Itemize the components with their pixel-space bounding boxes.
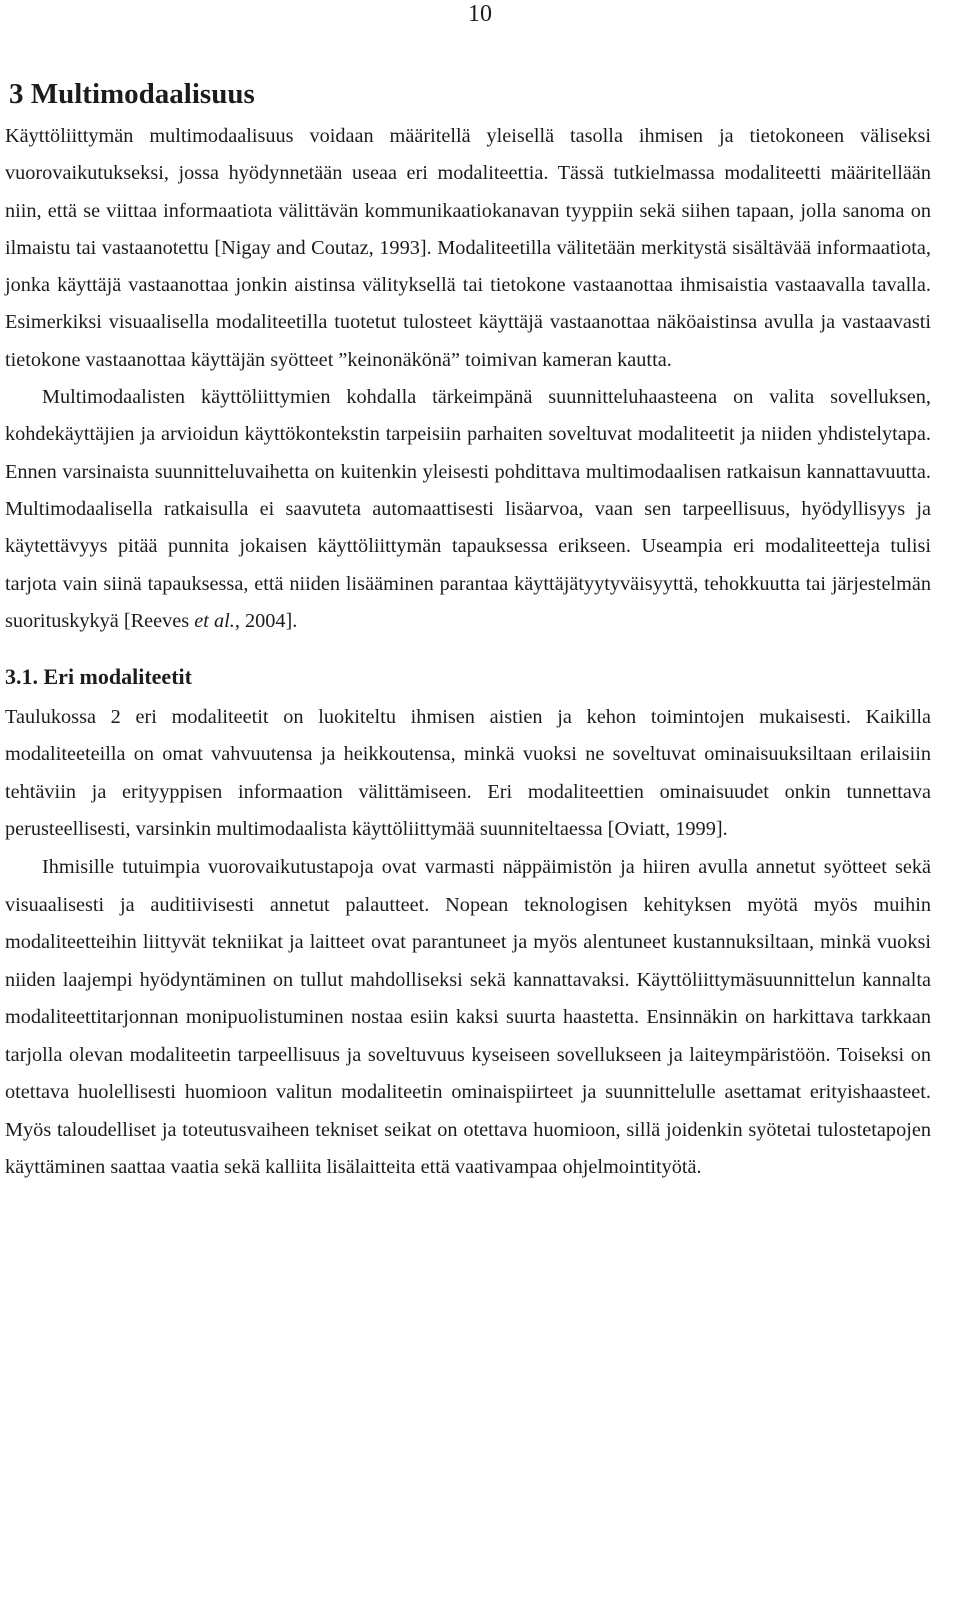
page-number: 10 xyxy=(468,1,492,27)
chapter-paragraph-2-text: Multimodaalisten käyttöliittymien kohdalla tärkeimpänä suunnitteluhaasteena on valita sovelluksen, kohdekäyttäjien ja arvioidun käyttökontekstin tarpeisiin parhaiten soveltuvat modaliteetit ja niiden yhdistelytapa. Ennen varsinaista suunnitteluvaihetta on kuitenkin yleisesti pohdittava multimodaalisen ratkaisun kannattavuutta. Multimodaalisella ratkaisulla ei saavuteta automaattisesti lisäarvoa, vaan sen tarpeellisuus, hyödyllisyys ja käytettävyys pitää punnita jokaisen käyttöliittymän tapauksessa erikseen. Useampia eri modaliteetteja tulisi tarjota vain siinä tapauksessa, että niiden lisääminen parantaa käyttäjätyytyväisyyttä, tehokkuutta tai järjestelmän suorituskykyä [Reeves xyxy=(5,386,931,632)
section-paragraph-1: Taulukossa 2 eri modaliteetit on luokiteltu ihmisen aistien ja kehon toimintojen mukaisesti. Kaikilla modaliteeteilla on omat vahvuutensa ja heikkoutensa, minkä vuoksi ne soveltuvat ominaisuuksiltaan erilaisiin tehtäviin ja erityyppisen informaation välittämiseen. Eri modaliteettien ominaisuudet onkin tunnettava perusteellisesti, varsinkin multimodaalista käyttöliittymää suunniteltaessa [Oviatt, 1999]. xyxy=(5,706,931,841)
document-body xyxy=(5,74,931,1186)
section-heading: 3.1. Eri modaliteetit xyxy=(5,664,192,690)
chapter-paragraph-2 xyxy=(5,379,931,640)
chapter-paragraph-1: Käyttöliittymän multimodaalisuus voidaan määritellä yleisellä tasolla ihmisen ja tietokoneen väliseksi vuorovaikutukseksi, jossa hyödynnetään useaa eri modaliteettia. Tässä tutkielmassa modaliteetti määritellään niin, että se viittaa informaatiota välittävän kommunikaatiokanavan tyyppiin sekä siihen tapaan, jolla sanoma on ilmaistu tai vastaanotettu [Nigay and Coutaz, 1993]. Modaliteetilla välitetään merkitystä sisältävää informaatiota, jonka käyttäjä vastaanottaa jonkin aistinsa välityksellä tai tietokone vastaanottaa ihmisaistia vastaavalla tavalla. Esimerkiksi visuaalisella modaliteetilla tuotetut tulosteet käyttäjä vastaanottaa näköaistinsa avulla ja vastaavasti tietokone vastaanottaa käyttäjän syötteet ”keinonäkönä” toimivan kameran kautta. xyxy=(5,125,931,371)
chapter-paragraph-2-tail: , 2004]. xyxy=(234,609,298,632)
citation-et-al: et al. xyxy=(194,609,235,632)
section-paragraph-2: Ihmisille tutuimpia vuorovaikutustapoja ovat varmasti näppäimistön ja hiiren avulla annetut syötteet sekä visuaalisesti ja auditiivisesti annetut palautteet. Nopean teknologisen kehityksen myötä myös muihin modaliteetteihin liittyvät tekniikat ja laitteet ovat parantuneet ja myös alentuneet kustannuksiltaan, minkä vuoksi niiden laajempi hyödyntäminen on tullut mahdolliseksi sekä kannattavaksi. Käyttöliittymäsuunnittelun kannalta modaliteettitarjonnan monipuolistuminen nostaa esiin kaksi suurta haastetta. Ensinnäkin on harkittava tarkkaan tarjolla olevan modaliteetin tarpeellisuus ja soveltuvuus kyseiseen sovellukseen ja laiteympäristöön. Toiseksi on otettava huolellisesti huomioon valitun modaliteetin ominaispiirteet ja suunnittelulle asettamat erityishaasteet. Myös taloudelliset ja toteutusvaiheen tekniset seikat on otettava huomioon, sillä joidenkin syötetai tulostetapojen käyttäminen saattaa vaatia sekä kalliita lisälaitteita että vaativampaa ohjelmointityötä. xyxy=(5,856,931,1178)
chapter-heading: 3 Multimodaalisuus xyxy=(9,78,255,110)
